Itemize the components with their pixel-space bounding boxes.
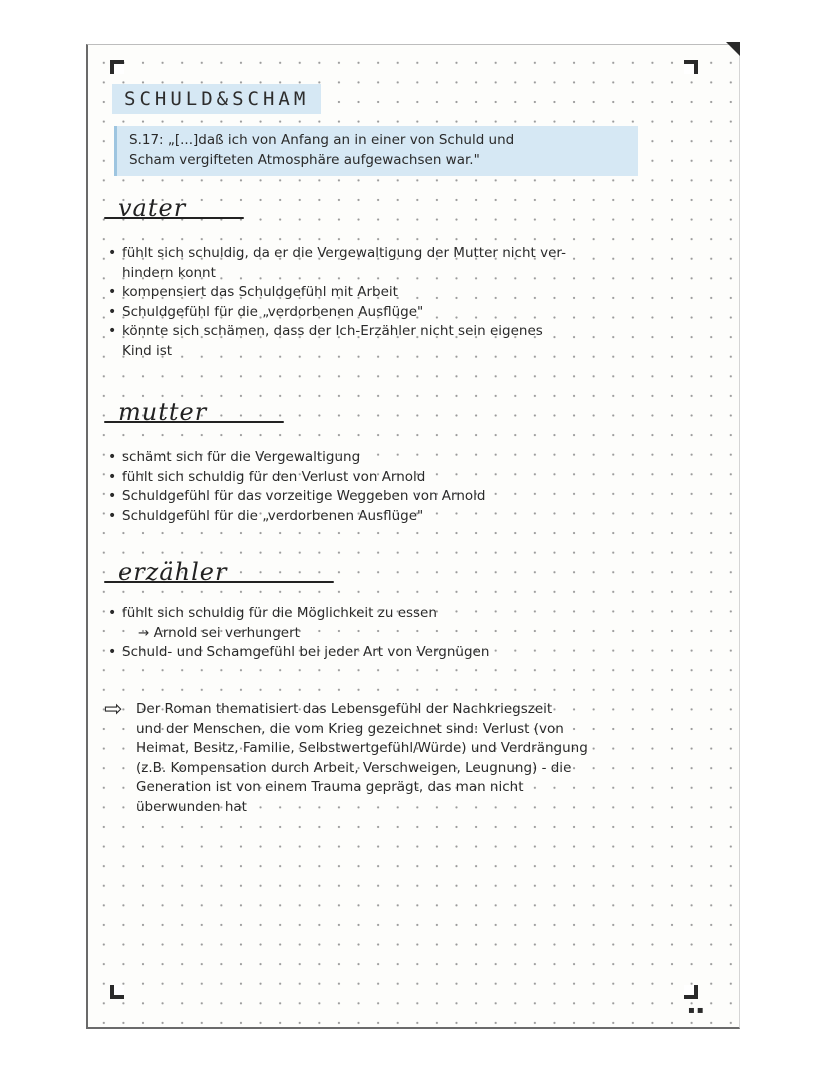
vater-list bbox=[108, 244, 566, 362]
corner-mark-bottom-left bbox=[110, 985, 124, 999]
list-item: • Schuldgefühl für die „verdorbenen Ausflüge" bbox=[108, 507, 486, 527]
erzaehler-list bbox=[108, 604, 489, 663]
list-item: • könnte sich schämen, dass der Ich-Erzähler nicht sein eigenes bbox=[108, 322, 566, 342]
conclusion-text bbox=[136, 700, 736, 818]
conclusion-line: und der Menschen, die vom Krieg gezeichnet sind: Verlust (von bbox=[136, 720, 564, 737]
conclusion-block bbox=[104, 697, 748, 818]
list-item-continuation: Kind ist bbox=[122, 342, 173, 359]
section-heading-text: erzähler bbox=[118, 558, 228, 586]
quote-box bbox=[114, 126, 638, 176]
quote-line-2: Scham vergifteten Atmosphäre aufgewachsen war." bbox=[129, 152, 480, 168]
conclusion-line: (z.B. Kompensation durch Arbeit, Verschweigen, Leugnung) - die bbox=[136, 759, 572, 776]
corner-mark-bottom-right bbox=[684, 985, 698, 999]
list-item-continuation: hindern konnt bbox=[122, 264, 216, 281]
conclusion-line: Generation ist von einem Trauma geprägt, das man nicht bbox=[136, 779, 524, 796]
list-item-sub: → Arnold sei verhungert bbox=[138, 624, 300, 641]
conclusion-line: überwunden hat bbox=[136, 798, 247, 815]
section-heading-erzaehler bbox=[118, 558, 334, 586]
list-item: • fühlt sich schuldig, da er die Vergewaltigung der Mutter nicht ver- bbox=[108, 244, 566, 264]
list-item: • fühlt sich schuldig für die Möglichkeit zu essen bbox=[108, 604, 489, 624]
notebook-page bbox=[86, 44, 740, 1029]
corner-triangle-icon bbox=[726, 42, 740, 56]
conclusion-line: Der Roman thematisiert das Lebensgefühl der Nachkriegszeit bbox=[136, 701, 553, 717]
mutter-list bbox=[108, 448, 486, 526]
section-heading-mutter bbox=[118, 398, 284, 426]
list-item: • Schuldgefühl für die „verdorbenen Ausflüge" bbox=[108, 303, 566, 323]
list-item: • fühlt sich schuldig für den Verlust von Arnold bbox=[108, 468, 486, 488]
quote-line-1: S.17: „[...]daß ich von Anfang an in einer von Schuld und bbox=[129, 132, 515, 148]
list-item: • kompensiert das Schuldgefühl mit Arbeit bbox=[108, 283, 566, 303]
section-heading-text: vater bbox=[118, 194, 187, 222]
conclusion-line: Heimat, Besitz, Familie, Selbstwertgefühl/Würde) und Verdrängung bbox=[136, 740, 588, 757]
corner-mark-top-right bbox=[684, 60, 698, 74]
page-title: SCHULD&SCHAM bbox=[112, 84, 321, 114]
footer-marks: ▪▪ bbox=[688, 1005, 706, 1016]
section-heading-text: mutter bbox=[118, 398, 208, 426]
section-heading-vater bbox=[118, 194, 244, 222]
list-item: • Schuldgefühl für das vorzeitige Weggeben von Arnold bbox=[108, 487, 486, 507]
list-item: • Schuld- und Schamgefühl bei jeder Art von Vergnügen bbox=[108, 643, 489, 663]
outline-arrow-right-icon: ⇨ bbox=[104, 697, 123, 722]
list-item: • schämt sich für die Vergewaltigung bbox=[108, 448, 486, 468]
corner-mark-top-left bbox=[110, 60, 124, 74]
